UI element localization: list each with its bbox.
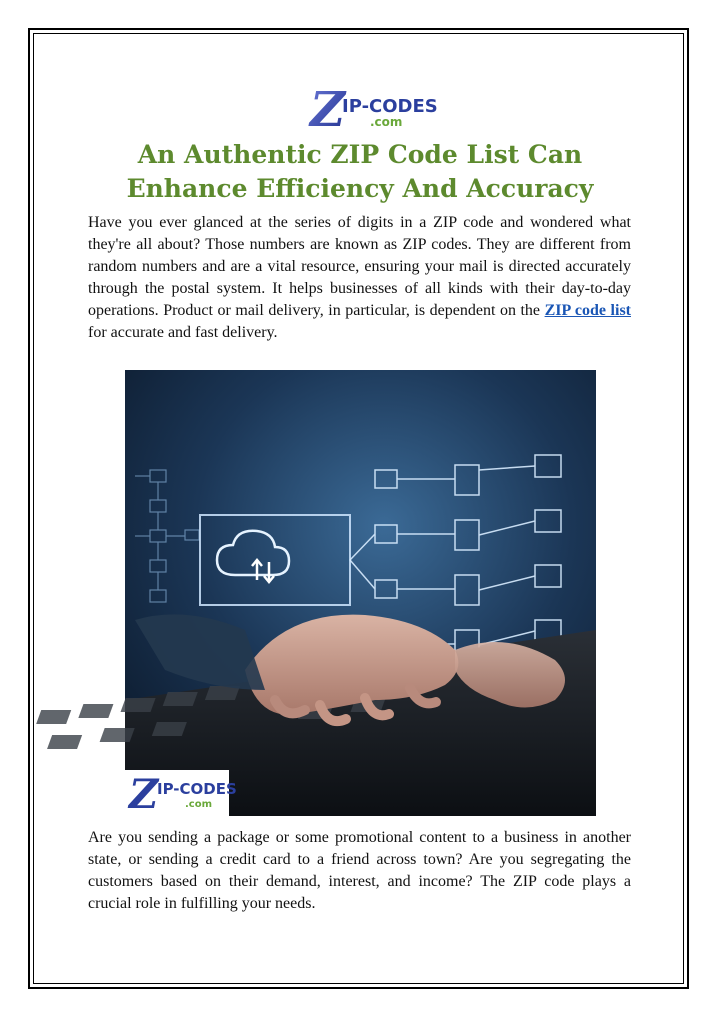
watermark-domain-text: .com <box>185 799 213 810</box>
hero-image <box>125 370 596 816</box>
logo-main-text: IP-CODES <box>342 96 438 117</box>
logo-z-letter: Z <box>310 82 346 138</box>
zip-codes-logo <box>304 82 438 138</box>
zip-code-list-link[interactable]: ZIP code list <box>544 302 631 319</box>
intro-text-after: for accurate and fast delivery. <box>88 324 278 341</box>
closing-paragraph: Are you sending a package or some promotional content to a business in another state, or sending a credit card to a friend across town? Are you segregating the customers based on their demand, interest, and income? The ZIP code plays a crucial role in fulfilling your needs. <box>88 829 631 912</box>
intro-paragraph <box>88 212 631 344</box>
intro-text-before: Have you ever glanced at the series of digits in a ZIP code and wondered what they're all about? Those numbers are known as ZIP codes. They are different from random numbers and are a vital resource, ensuring your mail is directed accurately through the postal system. It helps businesses of all kinds with their day-to-day operations. Product or mail delivery, in particular, is dependent on the <box>88 214 631 319</box>
image-logo-watermark <box>125 770 237 818</box>
watermark-main-text: IP-CODES <box>157 780 237 798</box>
logo-domain-text: .com <box>370 115 403 129</box>
page-title: An Authentic ZIP Code List Can Enhance Efficiency And Accuracy <box>126 140 594 203</box>
watermark-z-letter: Z <box>129 771 159 818</box>
